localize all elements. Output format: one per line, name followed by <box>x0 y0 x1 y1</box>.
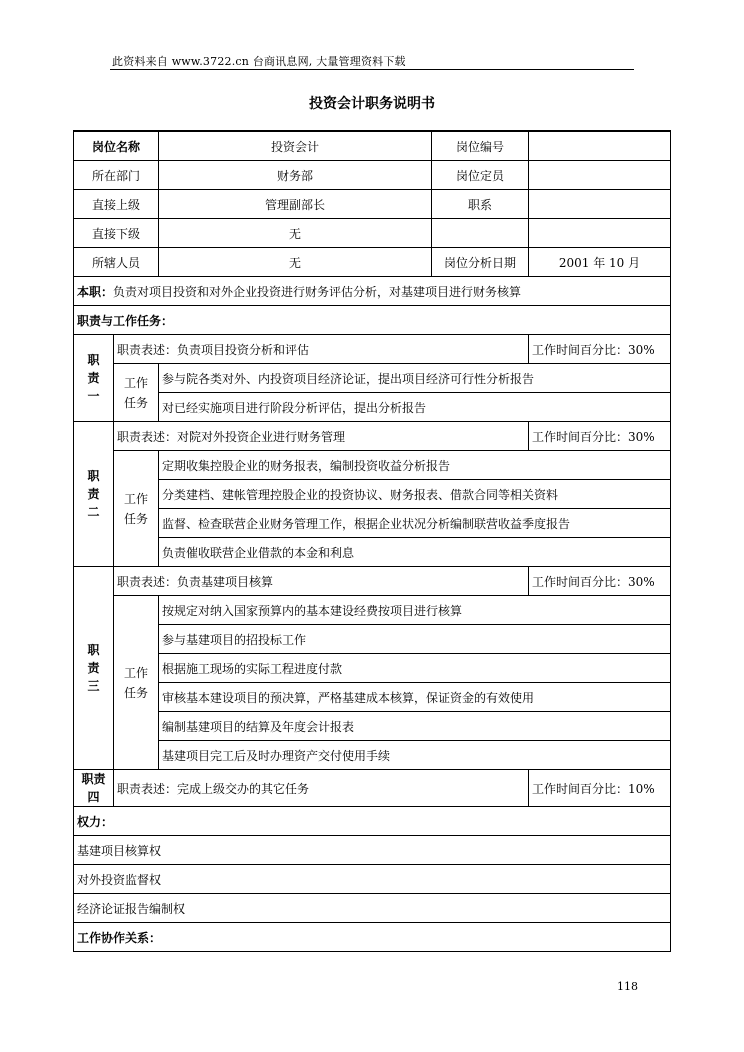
department-label: 所在部门 <box>74 161 159 190</box>
duties-section-label: 职责与工作任务： <box>74 306 671 335</box>
empty-cell <box>529 219 671 248</box>
duty-3-task-2: 参与基建项目的招投标工作 <box>159 625 671 654</box>
analysis-date-value: 2001 年 10 月 <box>529 248 671 277</box>
document-title: 投资会计职务说明书 <box>309 96 435 112</box>
series-value <box>529 190 671 219</box>
duty-2-task-row <box>74 509 671 538</box>
duty-1-description: 职责表述：负责项目投资分析和评估 <box>114 335 529 364</box>
duty-1-description-row <box>74 335 671 364</box>
row-cooperation-section <box>74 923 671 952</box>
page-number: 118 <box>617 980 638 993</box>
authority-item-2: 对外投资监督权 <box>74 865 671 894</box>
managed-label: 所辖人员 <box>74 248 159 277</box>
position-name-value: 投资会计 <box>159 131 432 161</box>
core-duty-text: 负责对项目投资和对外企业投资进行财务评估分析，对基建项目进行财务核算 <box>113 284 522 299</box>
duty-2-label: 职 责 二 <box>74 422 114 567</box>
duty-3-task-row <box>74 712 671 741</box>
row-core-duty <box>74 277 671 306</box>
row-authority-section <box>74 807 671 836</box>
duty-2-task-label: 工作 任务 <box>114 451 159 567</box>
duty-2-task-1: 定期收集控股企业的财务报表，编制投资收益分析报告 <box>159 451 671 480</box>
row-superior <box>74 190 671 219</box>
duty-3-time-pct: 工作时间百分比：30% <box>529 567 671 596</box>
duty-1-task-2: 对已经实施项目进行阶段分析评估，提出分析报告 <box>159 393 671 422</box>
duty-3-task-1: 按规定对纳入国家预算内的基本建设经费按项目进行核算 <box>159 596 671 625</box>
authority-item-3: 经济论证报告编制权 <box>74 894 671 923</box>
duty-1-task-row <box>74 393 671 422</box>
duty-3-task-4: 审核基本建设项目的预决算，严格基建成本核算，保证资金的有效使用 <box>159 683 671 712</box>
duty-2-description-row <box>74 422 671 451</box>
duty-1-task-row <box>74 364 671 393</box>
subordinate-value: 无 <box>159 219 432 248</box>
duty-1-task-1: 参与院各类对外、内投资项目经济论证，提出项目经济可行性分析报告 <box>159 364 671 393</box>
duty-3-task-row <box>74 596 671 625</box>
row-position-name <box>74 131 671 161</box>
row-subordinate <box>74 219 671 248</box>
authority-label: 权力： <box>74 807 671 836</box>
row-duties-section <box>74 306 671 335</box>
duty-2-task-row <box>74 480 671 509</box>
duty-1-task-label: 工作 任务 <box>114 364 159 422</box>
row-managed <box>74 248 671 277</box>
empty-cell <box>432 219 529 248</box>
duty-4-time-pct: 工作时间百分比：10% <box>529 770 671 807</box>
managed-value: 无 <box>159 248 432 277</box>
duty-3-task-row <box>74 683 671 712</box>
position-no-value <box>529 131 671 161</box>
duty-3-task-5: 编制基建项目的结算及年度会计报表 <box>159 712 671 741</box>
duty-3-task-row <box>74 741 671 770</box>
series-label: 职系 <box>432 190 529 219</box>
headcount-label: 岗位定员 <box>432 161 529 190</box>
duty-3-description: 职责表述：负责基建项目核算 <box>114 567 529 596</box>
superior-label: 直接上级 <box>74 190 159 219</box>
headcount-value <box>529 161 671 190</box>
duty-3-label: 职 责 三 <box>74 567 114 770</box>
position-no-label: 岗位编号 <box>432 131 529 161</box>
position-name-label: 岗位名称 <box>74 131 159 161</box>
duty-1-time-pct: 工作时间百分比：30% <box>529 335 671 364</box>
duty-2-task-row <box>74 538 671 567</box>
duty-3-task-6: 基建项目完工后及时办理资产交付使用手续 <box>159 741 671 770</box>
subordinate-label: 直接下级 <box>74 219 159 248</box>
authority-item-1: 基建项目核算权 <box>74 836 671 865</box>
row-department <box>74 161 671 190</box>
duty-3-task-row <box>74 625 671 654</box>
duty-3-task-3: 根据施工现场的实际工程进度付款 <box>159 654 671 683</box>
duty-2-task-2: 分类建档、建帐管理控股企业的投资协议、财务报表、借款合同等相关资料 <box>159 480 671 509</box>
authority-item-row <box>74 894 671 923</box>
department-value: 财务部 <box>159 161 432 190</box>
duty-2-time-pct: 工作时间百分比：30% <box>529 422 671 451</box>
authority-item-row <box>74 836 671 865</box>
superior-value: 管理副部长 <box>159 190 432 219</box>
duty-2-task-row <box>74 451 671 480</box>
header-source-line: 此资料来自 www.3722.cn 台商讯息网, 大量管理资料下载 <box>112 55 406 68</box>
duty-4-description: 职责表述：完成上级交办的其它任务 <box>114 770 529 807</box>
duty-4-label: 职责 四 <box>74 770 114 807</box>
core-duty-cell <box>74 277 671 306</box>
authority-item-row <box>74 865 671 894</box>
header-rule <box>110 69 634 70</box>
analysis-date-label: 岗位分析日期 <box>432 248 529 277</box>
duty-1-label: 职 责 一 <box>74 335 114 422</box>
duty-2-task-3: 监督、检查联营企业财务管理工作，根据企业状况分析编制联营收益季度报告 <box>159 509 671 538</box>
duty-2-task-4: 负责催收联营企业借款的本金和利息 <box>159 538 671 567</box>
duty-2-description: 职责表述：对院对外投资企业进行财务管理 <box>114 422 529 451</box>
duty-3-task-row <box>74 654 671 683</box>
core-duty-label: 本职： <box>77 284 114 299</box>
duty-3-description-row <box>74 567 671 596</box>
job-description-table <box>73 130 671 952</box>
cooperation-label: 工作协作关系： <box>74 923 671 952</box>
duty-4-description-row <box>74 770 671 807</box>
duty-3-task-label: 工作 任务 <box>114 596 159 770</box>
